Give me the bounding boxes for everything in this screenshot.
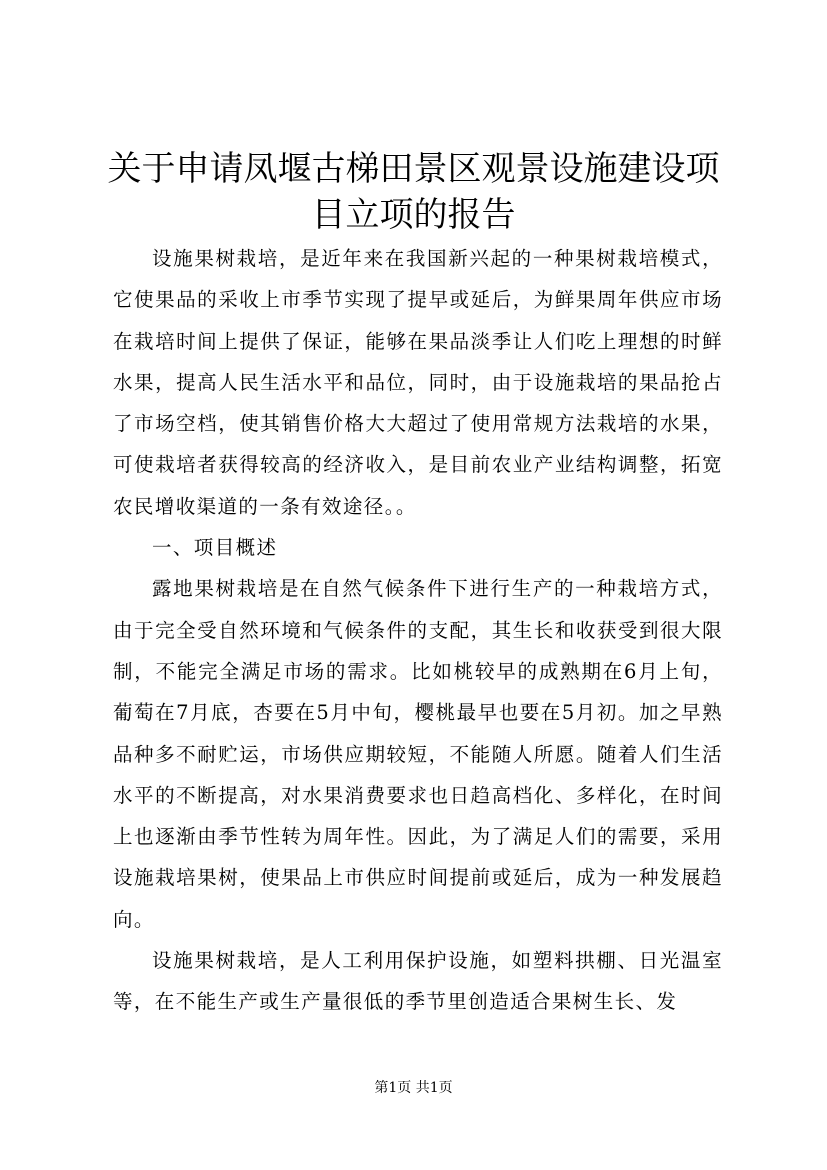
paragraph-facility: 设施果树栽培，是人工利用保护设施，如塑料拱棚、日光温室等，在不能生产或生产量很低的季节里创造适合果树生长、发: [113, 949, 723, 1014]
document-body: [113, 238, 723, 1023]
paragraph-overview: 露地果树栽培是在自然气候条件下进行生产的一种栽培方式，由于完全受自然环境和气候条件的支配，其生长和收获受到很大限制，不能完全满足市场的需求。比如桃较早的成熟期在6月上旬，葡萄在7月底，杏要在5月中旬，樱桃最早也要在5月初。加之早熟品种多不耐贮运，市场供应期较短，不能随人所愿。随着人们生活水平的不断提高，对水果消费要求也日趋高档化、多样化，在时间上也逐渐由季节性转为周年性。因此，为了满足人们的需要，采用设施栽培果树，使果品上市供应时间提前或延后，成为一种发展趋向。: [113, 577, 723, 931]
document-title: 关于申请凤堰古梯田景区观景设施建设项目立项的报告: [107, 149, 720, 235]
page-footer: 第1页 共1页: [374, 1080, 453, 1096]
paragraph-intro: 设施果树栽培，是近年来在我国新兴起的一种果树栽培模式，它使果品的采收上市季节实现了提早或延后，为鲜果周年供应市场在栽培时间上提供了保证，能够在果品淡季让人们吃上理想的时鲜水果，提高人民生活水平和品位，同时，由于设施栽培的果品抢占了市场空档，使其销售价格大大超过了使用常规方法栽培的水果，可使栽培者获得较高的经济收入，是目前农业产业结构调整，拓宽农民增收渠道的一条有效途径。。: [113, 247, 723, 518]
section-heading-overview: 一、项目概述: [152, 536, 278, 560]
